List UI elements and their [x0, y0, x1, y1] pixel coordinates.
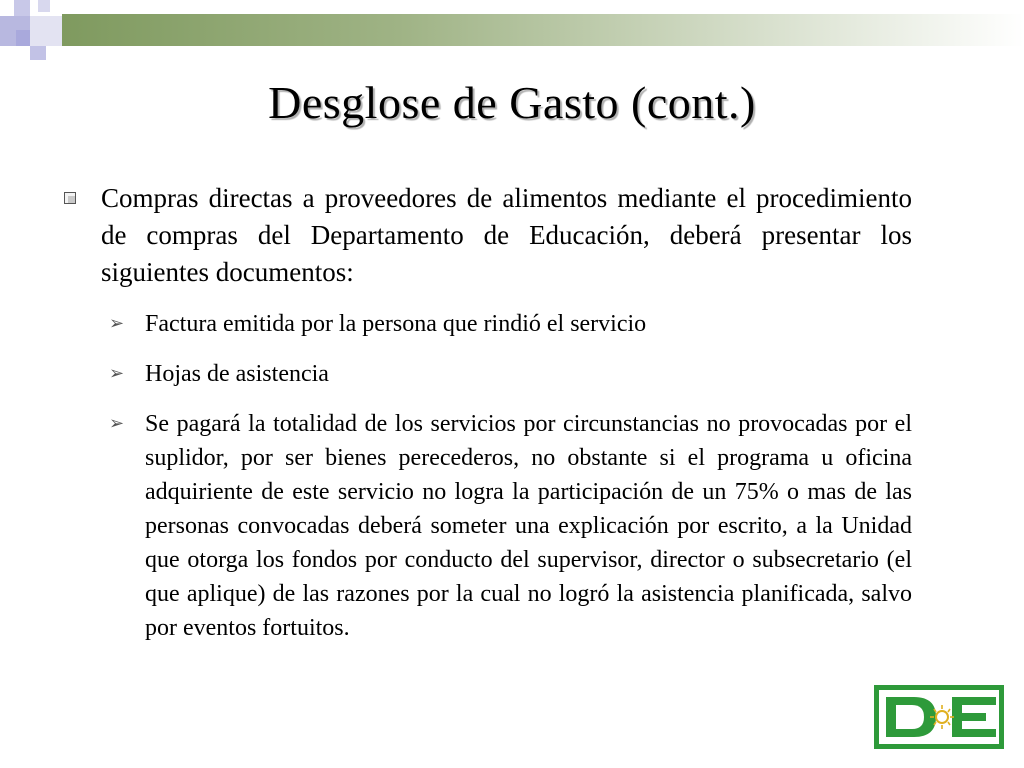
deco-square: [16, 30, 30, 46]
sub-bullet-item: [101, 407, 912, 645]
sub-bullet-text: Se pagará la totalidad de los servicios por circunstancias no provocadas por el suplidor, por ser bienes perecederos, no obstante si el programa u oficina adquiriente de este servicio no logra la participación de un 75% o mas de las personas convocadas deberá someter una explicación por escrito, a la Unidad que otorga los fondos por conducto del supervisor, director o subsecretario (el que aplique) de las razones por la cual no logró la asistencia planificada, salvo por eventos fortuitos.: [145, 411, 912, 641]
sub-bullet-list: [60, 307, 912, 645]
square-bullet-icon: [64, 192, 76, 204]
arrow-bullet-icon: ➢: [109, 313, 125, 334]
arrow-bullet-icon: ➢: [109, 413, 125, 434]
header-bar: [62, 14, 1024, 46]
sub-bullet-item: [101, 357, 912, 391]
de-logo-icon: [874, 685, 1004, 749]
main-bullet-text: Compras directas a proveedores de alimentos mediante el procedimiento de compras del Departamento de Educación, deberá presentar los siguientes documentos:: [101, 183, 912, 287]
deco-square: [38, 0, 50, 12]
sub-bullet-text: Hojas de asistencia: [145, 361, 329, 387]
sub-bullet-text: Factura emitida por la persona que rindió el servicio: [145, 311, 647, 337]
sub-bullet-item: [101, 307, 912, 341]
header-decoration: [0, 0, 1024, 70]
slide-title: Desglose de Gasto (cont.): [268, 77, 756, 128]
deco-square: [30, 16, 62, 46]
deco-square: [30, 46, 46, 60]
slide-content: [60, 180, 912, 661]
deco-square: [14, 0, 30, 16]
main-bullet: [60, 180, 912, 291]
arrow-bullet-icon: ➢: [109, 363, 125, 384]
